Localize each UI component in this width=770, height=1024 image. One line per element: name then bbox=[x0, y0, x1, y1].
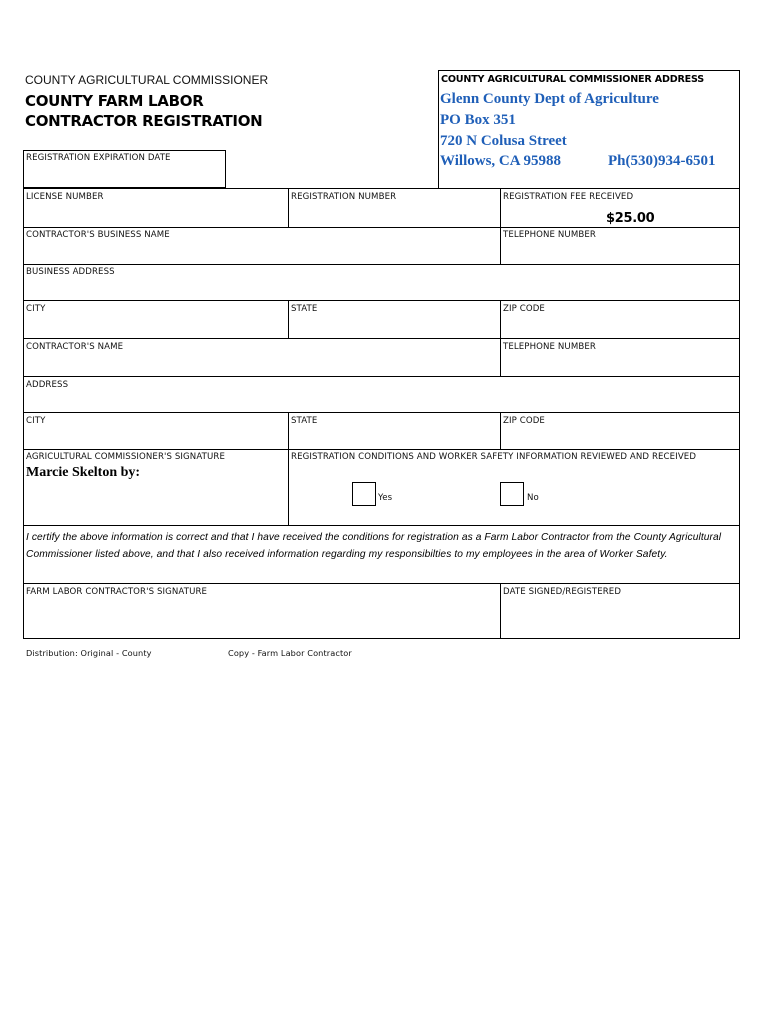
address-box-label: COUNTY AGRICULTURAL COMMISSIONER ADDRESS bbox=[441, 74, 705, 85]
address-line-1: Glenn County Dept of Agriculture bbox=[440, 91, 659, 107]
address-line-4: Willows, CA 95988 bbox=[440, 153, 561, 169]
zip-2-input[interactable] bbox=[503, 429, 736, 447]
zip-2-label: ZIP CODE bbox=[503, 416, 545, 426]
registration-fee-label: REGISTRATION FEE RECEIVED bbox=[503, 192, 634, 202]
ag-signature-value: Marcie Skelton by: bbox=[26, 465, 141, 480]
state-1-input[interactable] bbox=[291, 317, 496, 336]
state-2-label: STATE bbox=[291, 416, 318, 426]
registration-fee-value: $25.00 bbox=[606, 211, 655, 226]
city-1-label: CITY bbox=[26, 304, 46, 314]
registration-number-label: REGISTRATION NUMBER bbox=[291, 192, 397, 202]
expiration-date-input[interactable] bbox=[26, 166, 222, 184]
yes-checkbox[interactable] bbox=[352, 482, 376, 506]
ag-signature-label: AGRICULTURAL COMMISSIONER'S SIGNATURE bbox=[26, 452, 225, 462]
address-input[interactable] bbox=[26, 393, 736, 410]
business-address-input[interactable] bbox=[26, 280, 736, 298]
flc-signature-label: FARM LABOR CONTRACTOR'S SIGNATURE bbox=[26, 587, 208, 597]
city-1-input[interactable] bbox=[26, 317, 284, 336]
expiration-date-label: REGISTRATION EXPIRATION DATE bbox=[26, 153, 171, 163]
address-line-3: 720 N Colusa Street bbox=[440, 133, 567, 149]
state-2-input[interactable] bbox=[291, 429, 496, 447]
business-name-input[interactable] bbox=[26, 243, 496, 262]
zip-1-input[interactable] bbox=[503, 317, 736, 336]
address-phone: Ph(530)934-6501 bbox=[608, 153, 716, 169]
conditions-label: REGISTRATION CONDITIONS AND WORKER SAFETY INFORMATION REVIEWED AND RECEIVED bbox=[291, 452, 697, 462]
commissioner-label: COUNTY AGRICULTURAL COMMISSIONER bbox=[25, 73, 269, 87]
license-number-input[interactable] bbox=[26, 205, 284, 225]
business-address-label: BUSINESS ADDRESS bbox=[26, 267, 115, 277]
contractor-name-input[interactable] bbox=[26, 355, 496, 374]
city-2-label: CITY bbox=[26, 416, 46, 426]
address-line-2: PO Box 351 bbox=[440, 112, 516, 128]
telephone-1-input[interactable] bbox=[503, 243, 736, 262]
telephone-2-label: TELEPHONE NUMBER bbox=[503, 342, 596, 352]
commissioner-address-box bbox=[438, 70, 740, 189]
page-title-line2: CONTRACTOR REGISTRATION bbox=[25, 112, 263, 130]
date-signed-label: DATE SIGNED/REGISTERED bbox=[503, 587, 622, 597]
contractor-name-label: CONTRACTOR'S NAME bbox=[26, 342, 124, 352]
city-2-input[interactable] bbox=[26, 429, 284, 447]
address-label: ADDRESS bbox=[26, 380, 69, 390]
page-title-line1: COUNTY FARM LABOR bbox=[25, 92, 204, 110]
distribution-note: Distribution: Original - County bbox=[26, 648, 152, 658]
certification-text: I certify the above information is correct and that I have received the conditions for registration as a Farm Labor Contractor from the County Agricultural Commissioner listed above, and that I also received information regarding my responsibilties to my employees in the area of Worker Safety. bbox=[26, 532, 722, 560]
license-number-label: LICENSE NUMBER bbox=[26, 192, 104, 202]
no-label: No bbox=[527, 493, 539, 503]
copy-note: Copy - Farm Labor Contractor bbox=[228, 648, 352, 658]
telephone-2-input[interactable] bbox=[503, 355, 736, 374]
flc-signature-input[interactable] bbox=[26, 600, 496, 636]
zip-1-label: ZIP CODE bbox=[503, 304, 545, 314]
yes-label: Yes bbox=[378, 493, 393, 503]
registration-number-input[interactable] bbox=[291, 205, 496, 225]
date-signed-input[interactable] bbox=[503, 600, 736, 636]
telephone-1-label: TELEPHONE NUMBER bbox=[503, 230, 596, 240]
state-1-label: STATE bbox=[291, 304, 318, 314]
business-name-label: CONTRACTOR'S BUSINESS NAME bbox=[26, 230, 170, 240]
no-checkbox[interactable] bbox=[500, 482, 524, 506]
